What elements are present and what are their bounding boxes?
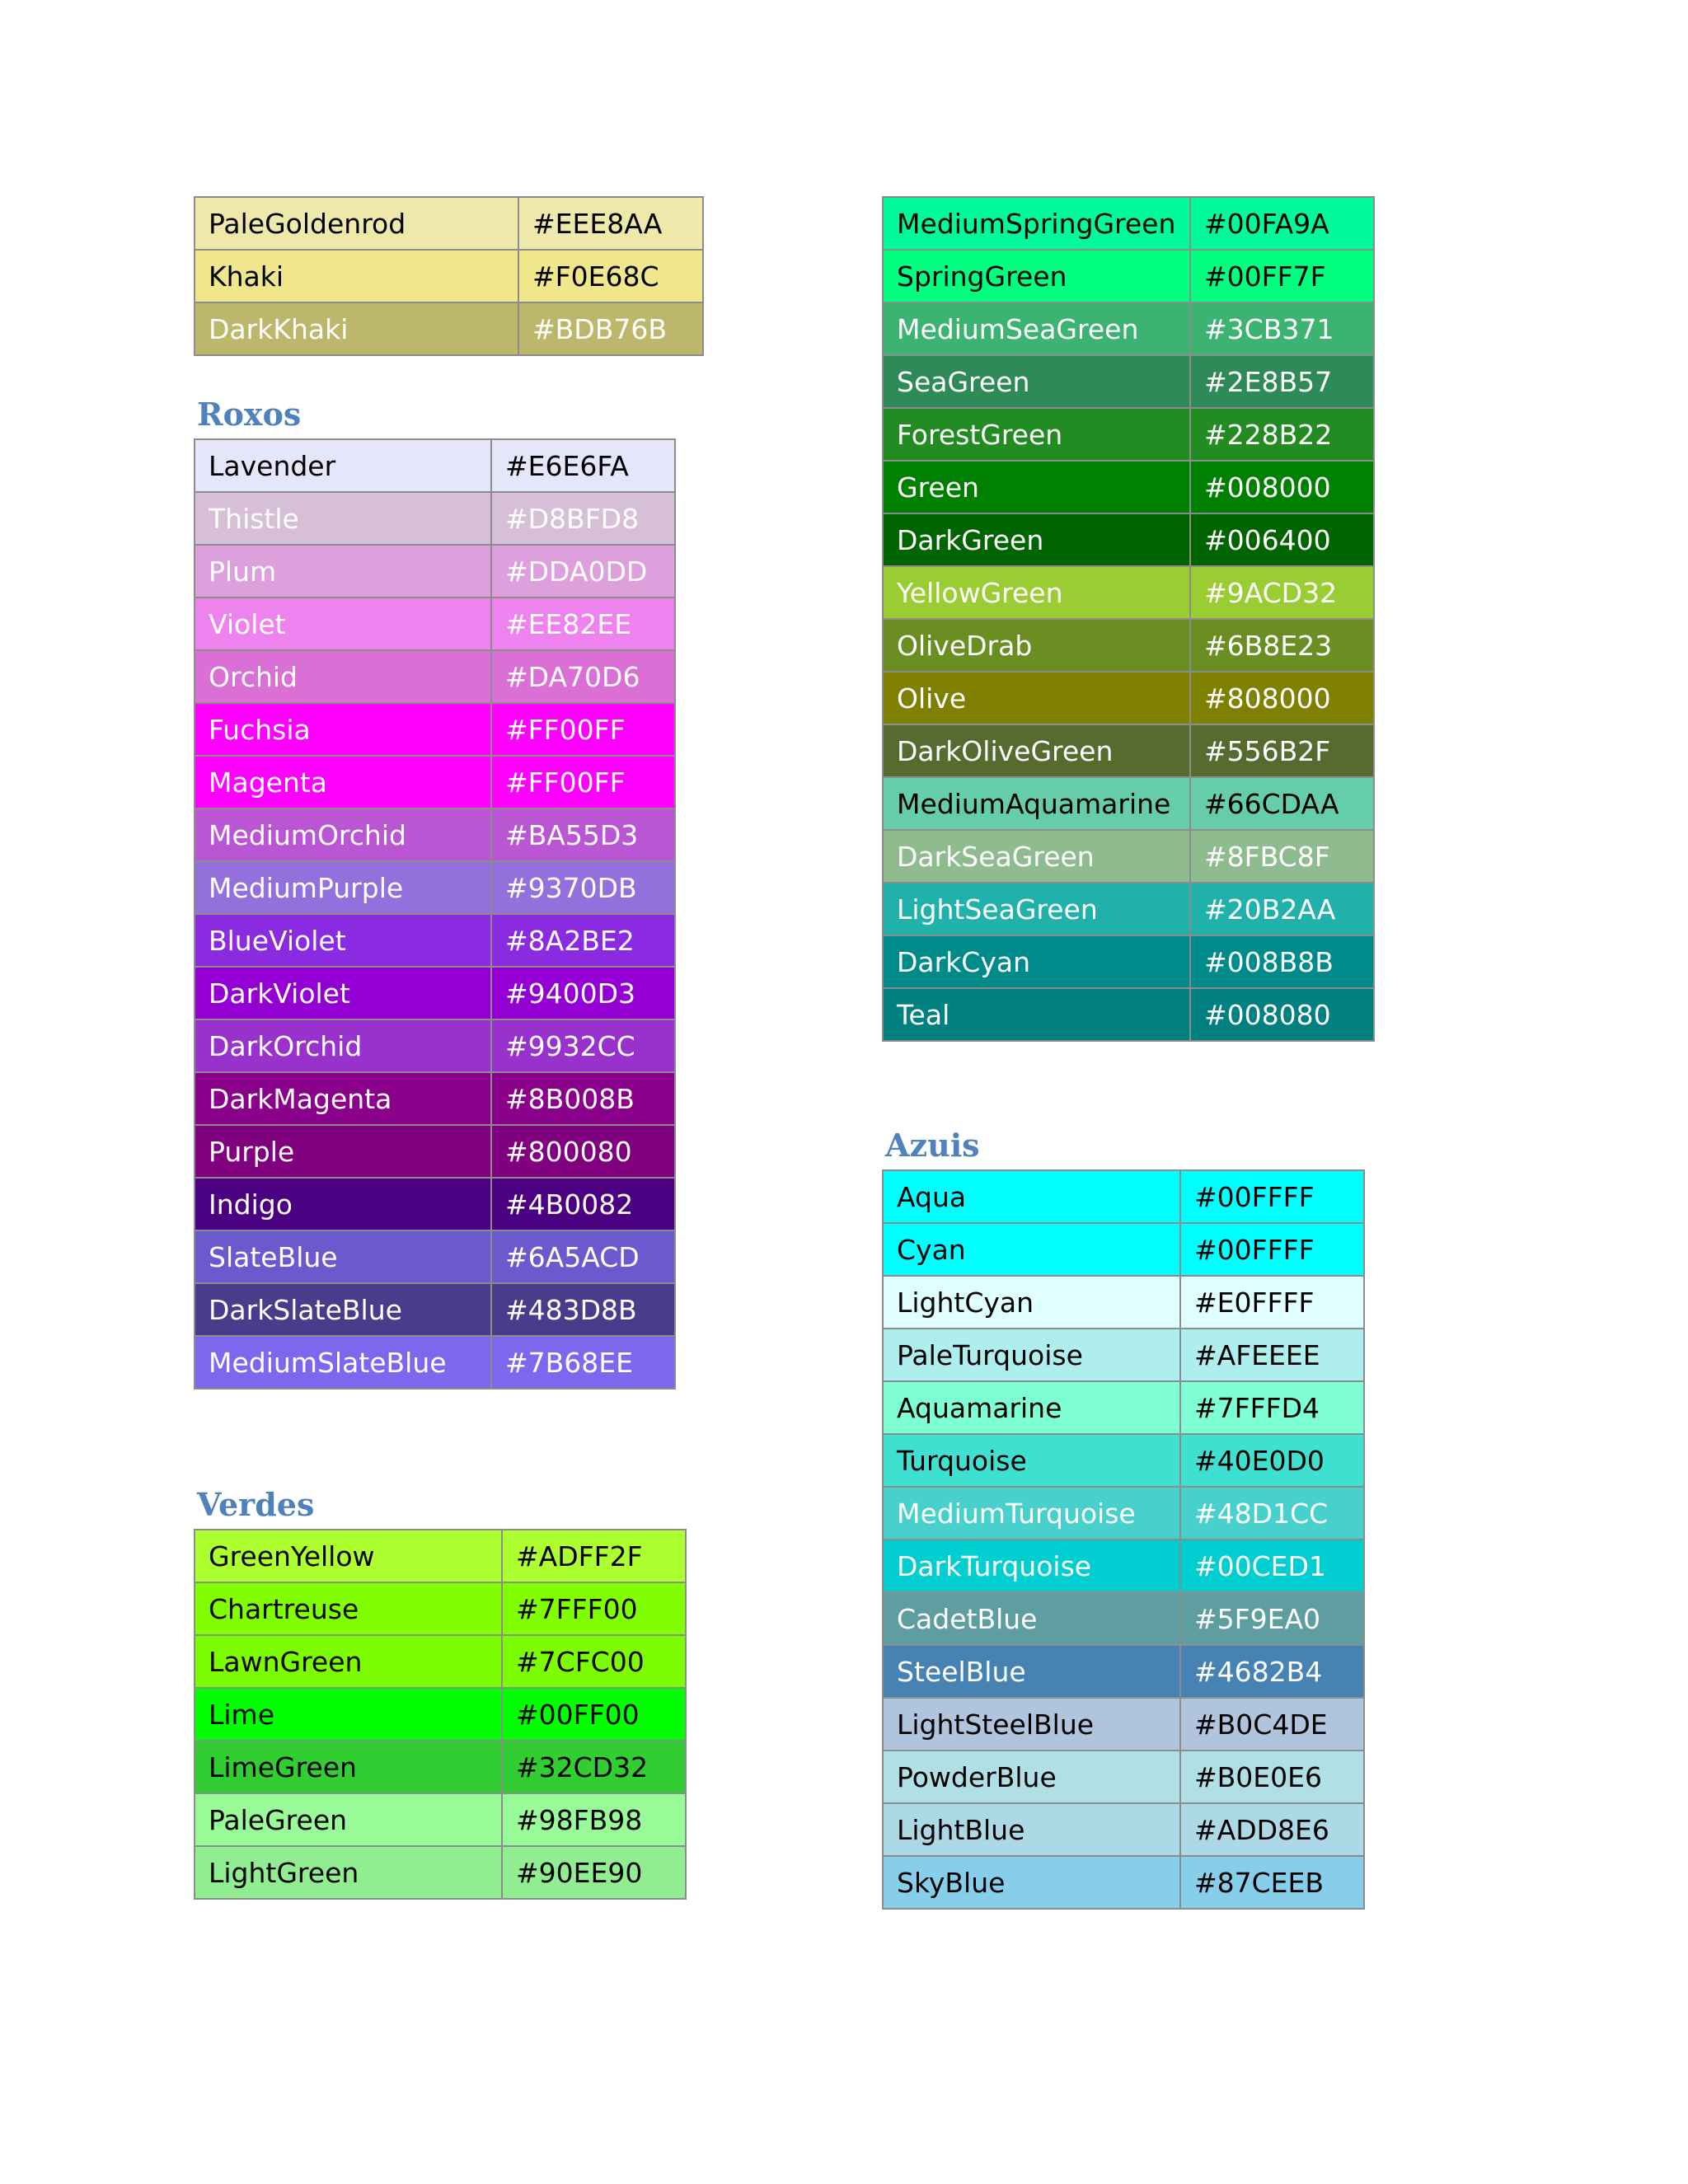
color-row [883,1276,1364,1329]
color-name-cell: Indigo [195,1178,491,1230]
color-hex-cell: #3CB371 [1190,302,1374,355]
color-name-cell: PaleTurquoise [883,1329,1180,1381]
color-name-cell: LightGreen [195,1846,502,1899]
color-row [195,914,675,967]
color-hex-cell: #808000 [1190,672,1374,724]
color-name-cell: DarkOliveGreen [883,724,1190,777]
color-hex-cell: #5F9EA0 [1180,1592,1364,1645]
color-hex-cell: #008080 [1190,988,1374,1041]
color-name-cell: MediumPurple [195,861,491,914]
color-hex-cell: #8B008B [491,1072,675,1125]
color-row [195,1283,675,1336]
color-hex-cell: #20B2AA [1190,883,1374,935]
color-hex-cell: #00CED1 [1180,1540,1364,1592]
color-name-cell: SpringGreen [883,250,1190,302]
color-row [195,302,703,355]
color-row [883,1803,1364,1856]
color-hex-cell: #00FA9A [1190,197,1374,250]
color-hex-cell: #ADFF2F [502,1530,686,1582]
color-row [195,1019,675,1072]
color-row [883,935,1374,988]
section-verdes-cont [882,196,1375,1042]
color-name-cell: Thistle [195,492,491,545]
section-verdes [194,1481,687,1900]
color-row [883,1592,1364,1645]
color-hex-cell: #00FF00 [502,1688,686,1741]
color-name-cell: SeaGreen [883,355,1190,408]
color-table [882,196,1375,1042]
color-hex-cell: #ADD8E6 [1180,1803,1364,1856]
color-hex-cell: #006400 [1190,513,1374,566]
color-hex-cell: #228B22 [1190,408,1374,461]
color-name-cell: DarkViolet [195,967,491,1019]
color-name-cell: Chartreuse [195,1582,502,1635]
color-hex-cell: #EE82EE [491,598,675,650]
color-row [883,1856,1364,1909]
color-name-cell: Cyan [883,1223,1180,1276]
color-table [194,1529,687,1900]
color-row [883,672,1374,724]
color-name-cell: LightSeaGreen [883,883,1190,935]
color-hex-cell: #40E0D0 [1180,1434,1364,1487]
color-name-cell: DarkSeaGreen [883,830,1190,883]
color-row [195,861,675,914]
color-name-cell: MediumSlateBlue [195,1336,491,1389]
color-name-cell: SteelBlue [883,1645,1180,1698]
color-hex-cell: #48D1CC [1180,1487,1364,1540]
color-name-cell: LightBlue [883,1803,1180,1856]
color-row [883,566,1374,619]
color-hex-cell: #9400D3 [491,967,675,1019]
color-name-cell: PaleGreen [195,1793,502,1846]
color-hex-cell: #EEE8AA [518,197,703,250]
color-name-cell: YellowGreen [883,566,1190,619]
section-amarelos-end [194,196,704,356]
color-hex-cell: #9ACD32 [1190,566,1374,619]
color-row [195,967,675,1019]
color-hex-cell: #800080 [491,1125,675,1178]
color-row [883,1381,1364,1434]
color-name-cell: DarkCyan [883,935,1190,988]
color-row [195,703,675,756]
color-name-cell: DarkTurquoise [883,1540,1180,1592]
color-hex-cell: #4B0082 [491,1178,675,1230]
color-row [195,1635,686,1688]
color-row [883,830,1374,883]
color-hex-cell: #B0E0E6 [1180,1750,1364,1803]
color-name-cell: Aquamarine [883,1381,1180,1434]
color-hex-cell: #AFEEEE [1180,1329,1364,1381]
color-hex-cell: #8FBC8F [1190,830,1374,883]
color-hex-cell: #8A2BE2 [491,914,675,967]
color-hex-cell: #4682B4 [1180,1645,1364,1698]
color-row [883,1698,1364,1750]
color-name-cell: Lime [195,1688,502,1741]
color-name-cell: DarkOrchid [195,1019,491,1072]
color-row [195,1336,675,1389]
color-row [883,883,1374,935]
color-hex-cell: #66CDAA [1190,777,1374,830]
color-row [883,355,1374,408]
color-row [195,492,675,545]
color-hex-cell: #9932CC [491,1019,675,1072]
color-row [883,1645,1364,1698]
color-hex-cell: #32CD32 [502,1741,686,1793]
color-name-cell: MediumSeaGreen [883,302,1190,355]
color-name-cell: DarkSlateBlue [195,1283,491,1336]
color-hex-cell: #483D8B [491,1283,675,1336]
color-row [883,302,1374,355]
color-row [195,756,675,808]
color-hex-cell: #E0FFFF [1180,1276,1364,1329]
color-name-cell: LimeGreen [195,1741,502,1793]
color-hex-cell: #2E8B57 [1190,355,1374,408]
color-name-cell: OliveDrab [883,619,1190,672]
color-row [883,724,1374,777]
color-row [195,1178,675,1230]
color-row [195,1230,675,1283]
color-table [882,1169,1365,1910]
color-hex-cell: #7FFFD4 [1180,1381,1364,1434]
color-hex-cell: #6B8E23 [1190,619,1374,672]
color-row [195,808,675,861]
color-hex-cell: #FF00FF [491,703,675,756]
color-hex-cell: #87CEEB [1180,1856,1364,1909]
color-name-cell: Lavender [195,439,491,492]
color-name-cell: LightSteelBlue [883,1698,1180,1750]
color-row [195,1530,686,1582]
color-row [195,1793,686,1846]
color-row [883,250,1374,302]
color-hex-cell: #FF00FF [491,756,675,808]
color-table [194,438,676,1390]
color-hex-cell: #90EE90 [502,1846,686,1899]
color-row [883,513,1374,566]
color-name-cell: SkyBlue [883,1856,1180,1909]
color-name-cell: DarkGreen [883,513,1190,566]
color-hex-cell: #9370DB [491,861,675,914]
color-hex-cell: #D8BFD8 [491,492,675,545]
color-row [195,598,675,650]
color-name-cell: DarkKhaki [195,302,518,355]
color-row [195,1846,686,1899]
color-name-cell: Olive [883,672,1190,724]
color-row [883,1223,1364,1276]
color-row [195,250,703,302]
color-name-cell: Purple [195,1125,491,1178]
section-roxos [194,391,676,1390]
color-row [883,408,1374,461]
color-row [195,1582,686,1635]
color-name-cell: Teal [883,988,1190,1041]
color-hex-cell: #00FF7F [1190,250,1374,302]
color-row [883,619,1374,672]
color-hex-cell: #F0E68C [518,250,703,302]
color-row [883,1487,1364,1540]
color-row [883,988,1374,1041]
color-row [195,1688,686,1741]
color-row [883,1540,1364,1592]
color-name-cell: Orchid [195,650,491,703]
color-hex-cell: #008B8B [1190,935,1374,988]
color-row [195,1125,675,1178]
color-hex-cell: #6A5ACD [491,1230,675,1283]
color-row [195,197,703,250]
section-heading: Verdes [197,1486,315,1523]
color-name-cell: Fuchsia [195,703,491,756]
color-row [883,1750,1364,1803]
color-hex-cell: #7B68EE [491,1336,675,1389]
color-name-cell: LightCyan [883,1276,1180,1329]
color-hex-cell: #B0C4DE [1180,1698,1364,1750]
color-hex-cell: #DA70D6 [491,650,675,703]
color-hex-cell: #E6E6FA [491,439,675,492]
color-row [883,1329,1364,1381]
color-hex-cell: #00FFFF [1180,1170,1364,1223]
color-row [195,1741,686,1793]
color-name-cell: Khaki [195,250,518,302]
color-name-cell: SlateBlue [195,1230,491,1283]
section-heading: Azuis [885,1127,980,1164]
color-hex-cell: #556B2F [1190,724,1374,777]
color-name-cell: GreenYellow [195,1530,502,1582]
color-name-cell: Plum [195,545,491,598]
color-row [195,1072,675,1125]
color-hex-cell: #7FFF00 [502,1582,686,1635]
color-name-cell: LawnGreen [195,1635,502,1688]
color-name-cell: Violet [195,598,491,650]
color-name-cell: CadetBlue [883,1592,1180,1645]
color-name-cell: ForestGreen [883,408,1190,461]
color-hex-cell: #98FB98 [502,1793,686,1846]
color-hex-cell: #BDB76B [518,302,703,355]
color-name-cell: Magenta [195,756,491,808]
color-row [195,439,675,492]
color-name-cell: Turquoise [883,1434,1180,1487]
color-hex-cell: #7CFC00 [502,1635,686,1688]
color-row [883,1434,1364,1487]
color-row [883,197,1374,250]
color-name-cell: Aqua [883,1170,1180,1223]
color-row [883,461,1374,513]
color-name-cell: PaleGoldenrod [195,197,518,250]
color-hex-cell: #BA55D3 [491,808,675,861]
color-name-cell: DarkMagenta [195,1072,491,1125]
color-table [194,196,704,356]
section-azuis [882,1122,1365,1910]
color-row [883,777,1374,830]
color-name-cell: BlueViolet [195,914,491,967]
color-name-cell: Green [883,461,1190,513]
color-hex-cell: #008000 [1190,461,1374,513]
color-name-cell: MediumTurquoise [883,1487,1180,1540]
color-row [195,650,675,703]
color-name-cell: MediumOrchid [195,808,491,861]
color-name-cell: PowderBlue [883,1750,1180,1803]
section-heading: Roxos [197,396,302,433]
color-row [883,1170,1364,1223]
color-hex-cell: #DDA0DD [491,545,675,598]
color-row [195,545,675,598]
color-hex-cell: #00FFFF [1180,1223,1364,1276]
color-name-cell: MediumAquamarine [883,777,1190,830]
color-name-cell: MediumSpringGreen [883,197,1190,250]
